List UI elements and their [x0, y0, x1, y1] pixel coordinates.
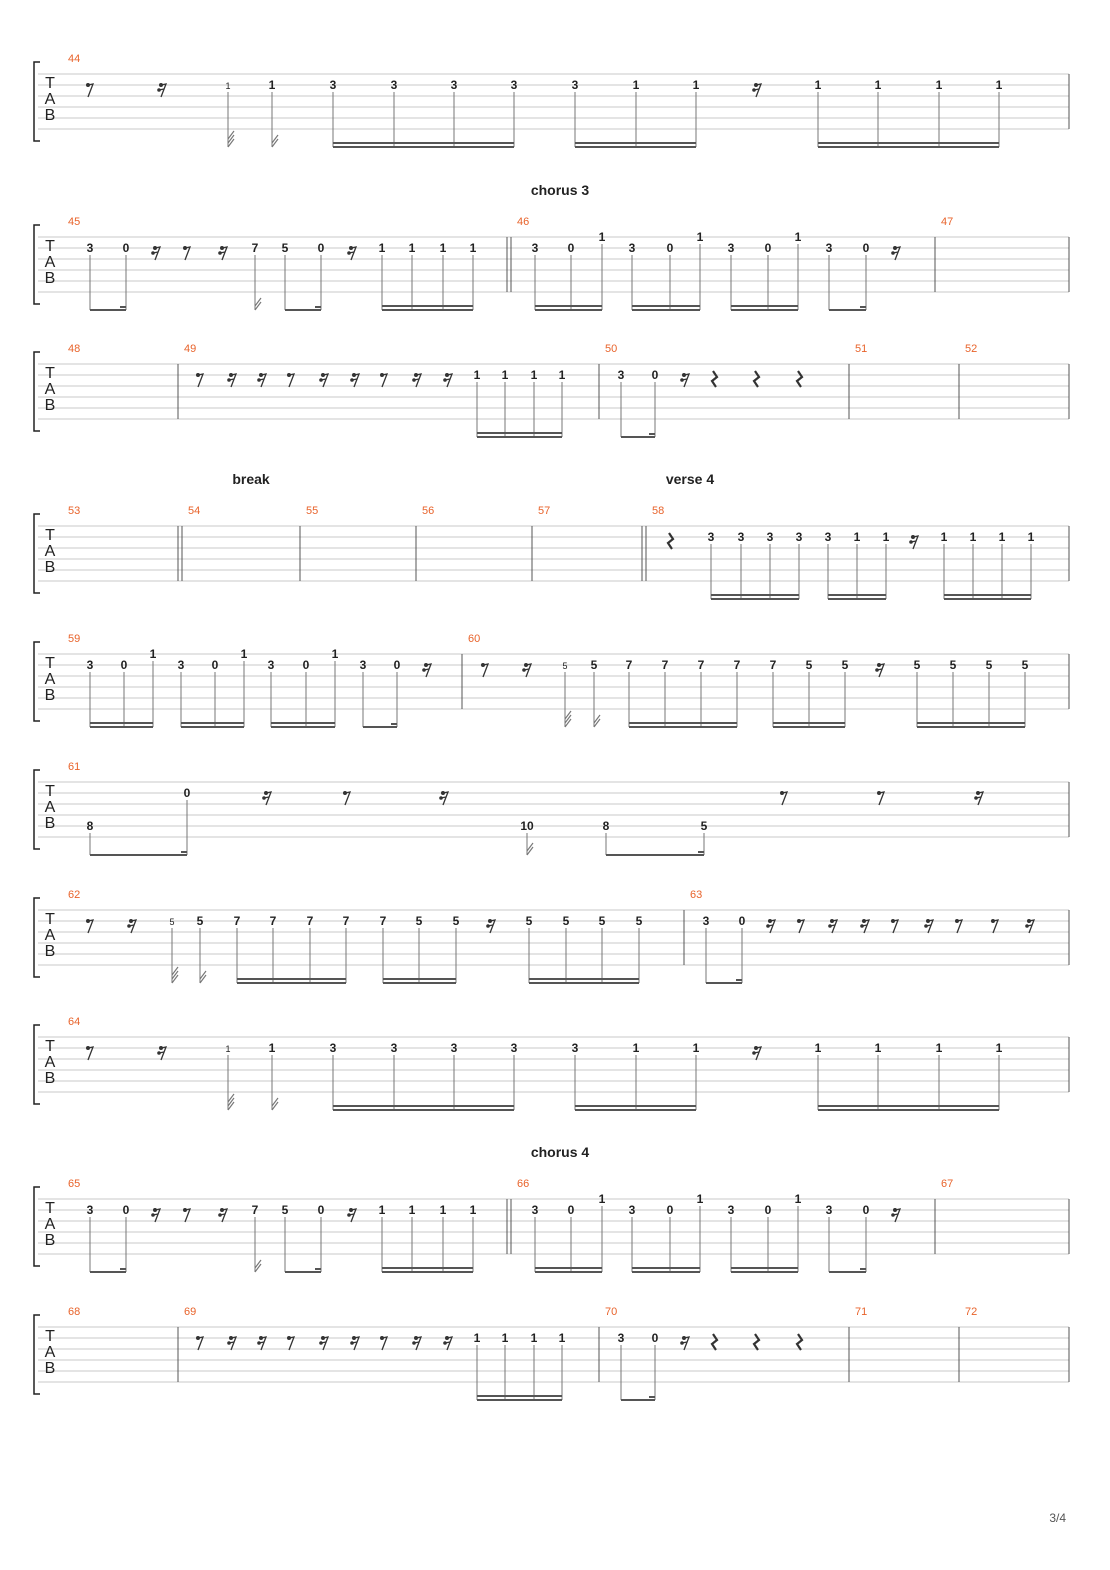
fret-number: 1	[331, 647, 339, 661]
fret-number: 1	[814, 1041, 822, 1055]
fret-number: 0	[122, 1203, 130, 1217]
note-flag	[527, 847, 533, 855]
fret-number: 3	[571, 78, 579, 92]
eighth-rest	[991, 919, 998, 933]
tab-system	[34, 761, 1069, 855]
measure-number: 61	[68, 761, 81, 773]
fret-number: 3	[359, 658, 367, 672]
tab-clef-letter: T	[45, 238, 55, 255]
fret-number: 5	[805, 658, 813, 672]
note-flag	[255, 1264, 261, 1272]
fret-number: 5	[590, 658, 598, 672]
quarter-rest	[668, 533, 673, 549]
fret-number: 0	[120, 658, 128, 672]
fret-number: 7	[251, 1203, 259, 1217]
fret-number: 7	[342, 914, 350, 928]
tab-clef-letter: T	[45, 911, 55, 928]
fret-number: 1	[1027, 530, 1035, 544]
fret-number: 5	[598, 914, 606, 928]
fret-number: 0	[302, 658, 310, 672]
fret-number: 5	[562, 914, 570, 928]
tab-system	[34, 343, 1069, 437]
measure-number: 48	[68, 343, 81, 355]
note-flag	[255, 298, 261, 306]
note-flag	[255, 302, 261, 310]
note-flag	[594, 719, 600, 727]
fret-number: 0	[651, 1331, 659, 1345]
section-label: verse 4	[665, 471, 715, 487]
fret-number: 3	[390, 78, 398, 92]
tab-system	[34, 1144, 1069, 1272]
note-flag	[172, 967, 178, 975]
tab-clef-letter: T	[45, 365, 55, 382]
fret-number: 1	[794, 230, 802, 244]
measure-number: 60	[468, 633, 481, 645]
eighth-rest	[183, 246, 190, 260]
fret-number: 1	[853, 530, 861, 544]
fret-number: 1	[469, 241, 477, 255]
fret-number: 1	[696, 230, 704, 244]
fret-number: 5	[415, 914, 423, 928]
fret-number: 3	[571, 1041, 579, 1055]
eighth-rest	[343, 791, 350, 805]
tab-clef-letter: A	[44, 927, 56, 944]
fret-number: 3	[628, 241, 636, 255]
fret-number: 1	[632, 78, 640, 92]
quarter-rest	[754, 371, 759, 387]
fret-number: 3	[450, 1041, 458, 1055]
fret-number: 7	[306, 914, 314, 928]
measure-number: 45	[68, 216, 81, 228]
fret-number: 5	[169, 917, 175, 927]
measure-number: 70	[605, 1306, 618, 1318]
eighth-rest	[86, 919, 93, 933]
eighth-rest	[287, 373, 294, 387]
fret-number: 3	[86, 658, 94, 672]
fret-number: 1	[473, 1331, 481, 1345]
fret-number: 1	[225, 81, 231, 91]
fret-number: 3	[177, 658, 185, 672]
quarter-rest	[712, 1334, 717, 1350]
tab-clef-letter: B	[44, 270, 56, 287]
fret-number: 5	[281, 1203, 289, 1217]
fret-number: 1	[882, 530, 890, 544]
tab-clef-letter: A	[44, 1054, 56, 1071]
measure-number: 65	[68, 1178, 81, 1190]
fret-number: 0	[393, 658, 401, 672]
fret-number: 7	[379, 914, 387, 928]
tab-clef-letter: A	[44, 799, 56, 816]
tab-system	[34, 53, 1069, 147]
tab-clef-letter: T	[45, 75, 55, 92]
fret-number: 5	[841, 658, 849, 672]
fret-number: 3	[531, 1203, 539, 1217]
fret-number: 1	[814, 78, 822, 92]
fret-number: 3	[510, 1041, 518, 1055]
note-flag	[228, 135, 234, 143]
note-flag	[565, 715, 571, 723]
measure-number: 54	[188, 505, 201, 517]
fret-number: 7	[269, 914, 277, 928]
eighth-rest	[955, 919, 962, 933]
tab-clef-letter: A	[44, 1344, 56, 1361]
section-label: break	[232, 471, 270, 487]
eighth-rest	[287, 1336, 294, 1350]
note-flag	[594, 715, 600, 723]
fret-number: 0	[862, 1203, 870, 1217]
eighth-rest	[86, 1046, 93, 1060]
measure-number: 52	[965, 343, 978, 355]
tab-clef-letter: A	[44, 543, 56, 560]
fret-number: 1	[501, 1331, 509, 1345]
measure-number: 49	[184, 343, 197, 355]
fret-number: 0	[764, 241, 772, 255]
eighth-rest	[380, 1336, 387, 1350]
fret-number: 1	[598, 230, 606, 244]
fret-number: 5	[196, 914, 204, 928]
fret-number: 1	[998, 530, 1006, 544]
fret-number: 0	[738, 914, 746, 928]
fret-number: 3	[825, 1203, 833, 1217]
fret-number: 1	[995, 78, 1003, 92]
fret-number: 7	[769, 658, 777, 672]
note-flag	[565, 719, 571, 727]
fret-number: 3	[531, 241, 539, 255]
fret-number: 3	[766, 530, 774, 544]
tab-system	[34, 471, 1069, 599]
fret-number: 1	[530, 1331, 538, 1345]
measure-number: 72	[965, 1306, 978, 1318]
quarter-rest	[797, 1334, 802, 1350]
note-flag	[527, 843, 533, 851]
fret-number: 3	[702, 914, 710, 928]
fret-number: 3	[707, 530, 715, 544]
fret-number: 7	[697, 658, 705, 672]
fret-number: 3	[617, 1331, 625, 1345]
fret-number: 5	[452, 914, 460, 928]
fret-number: 1	[378, 1203, 386, 1217]
tab-clef-letter: B	[44, 687, 56, 704]
fret-number: 1	[969, 530, 977, 544]
fret-number: 3	[727, 241, 735, 255]
tab-clef-letter: B	[44, 1232, 56, 1249]
fret-number: 3	[617, 368, 625, 382]
eighth-rest	[380, 373, 387, 387]
fret-number: 7	[251, 241, 259, 255]
fret-number: 1	[268, 78, 276, 92]
fret-number: 0	[122, 241, 130, 255]
fret-number: 1	[473, 368, 481, 382]
fret-number: 3	[86, 1203, 94, 1217]
fret-number: 5	[700, 819, 708, 833]
fret-number: 1	[439, 1203, 447, 1217]
eighth-rest	[877, 791, 884, 805]
note-flag	[228, 1102, 234, 1110]
tab-clef-letter: A	[44, 381, 56, 398]
section-label: chorus 3	[530, 182, 590, 198]
page-number: 3/4	[1049, 1511, 1066, 1525]
tab-system	[34, 1306, 1069, 1400]
measure-number: 51	[855, 343, 868, 355]
measure-number: 53	[68, 505, 81, 517]
fret-number: 7	[733, 658, 741, 672]
fret-number: 5	[281, 241, 289, 255]
fret-number: 10	[520, 819, 534, 833]
tab-clef-letter: B	[44, 815, 56, 832]
fret-number: 3	[628, 1203, 636, 1217]
fret-number: 1	[439, 241, 447, 255]
fret-number: 3	[390, 1041, 398, 1055]
fret-number: 1	[530, 368, 538, 382]
fret-number: 3	[825, 241, 833, 255]
tab-clef-letter: B	[44, 559, 56, 576]
fret-number: 1	[935, 78, 943, 92]
tab-clef-letter: A	[44, 91, 56, 108]
fret-number: 1	[469, 1203, 477, 1217]
tab-system	[34, 889, 1069, 983]
fret-number: 5	[562, 661, 568, 671]
fret-number: 5	[635, 914, 643, 928]
eighth-rest	[196, 373, 203, 387]
fret-number: 1	[935, 1041, 943, 1055]
fret-number: 1	[501, 368, 509, 382]
section-label: chorus 4	[530, 1144, 590, 1160]
note-flag	[228, 131, 234, 139]
note-flag	[200, 975, 206, 983]
fret-number: 0	[764, 1203, 772, 1217]
tab-system	[34, 633, 1069, 727]
measure-number: 63	[690, 889, 703, 901]
tab-clef-letter: A	[44, 254, 56, 271]
fret-number: 5	[1021, 658, 1029, 672]
tab-clef-letter: T	[45, 527, 55, 544]
fret-number: 8	[602, 819, 610, 833]
measure-number: 57	[538, 505, 551, 517]
fret-number: 0	[183, 786, 191, 800]
eighth-rest	[797, 919, 804, 933]
measure-number: 68	[68, 1306, 81, 1318]
fret-number: 0	[567, 1203, 575, 1217]
tab-clef-letter: B	[44, 1070, 56, 1087]
measure-number: 62	[68, 889, 81, 901]
quarter-rest	[754, 1334, 759, 1350]
measure-number: 64	[68, 1016, 81, 1028]
fret-number: 1	[696, 1192, 704, 1206]
measure-number: 66	[517, 1178, 530, 1190]
tab-clef-letter: T	[45, 655, 55, 672]
fret-number: 1	[874, 78, 882, 92]
measure-number: 56	[422, 505, 435, 517]
fret-number: 3	[510, 78, 518, 92]
tab-clef-letter: T	[45, 1328, 55, 1345]
fret-number: 1	[692, 78, 700, 92]
eighth-rest	[183, 1208, 190, 1222]
fret-number: 5	[949, 658, 957, 672]
quarter-rest	[797, 371, 802, 387]
fret-number: 5	[985, 658, 993, 672]
note-flag	[255, 1260, 261, 1268]
note-flag	[565, 711, 571, 719]
fret-number: 0	[862, 241, 870, 255]
note-flag	[228, 1094, 234, 1102]
eighth-rest	[481, 663, 488, 677]
tab-clef-letter: T	[45, 1038, 55, 1055]
fret-number: 1	[940, 530, 948, 544]
fret-number: 3	[737, 530, 745, 544]
tab-clef-letter: T	[45, 1200, 55, 1217]
fret-number: 7	[625, 658, 633, 672]
measure-number: 44	[68, 53, 81, 65]
fret-number: 8	[86, 819, 94, 833]
fret-number: 1	[558, 1331, 566, 1345]
note-flag	[272, 139, 278, 147]
fret-number: 3	[329, 78, 337, 92]
fret-number: 7	[233, 914, 241, 928]
fret-number: 3	[86, 241, 94, 255]
quarter-rest	[712, 371, 717, 387]
note-flag	[228, 139, 234, 147]
fret-number: 1	[149, 647, 157, 661]
tab-system	[34, 1016, 1069, 1110]
note-flag	[272, 135, 278, 143]
fret-number: 0	[666, 1203, 674, 1217]
fret-number: 0	[317, 1203, 325, 1217]
fret-number: 0	[651, 368, 659, 382]
measure-number: 67	[941, 1178, 954, 1190]
fret-number: 0	[567, 241, 575, 255]
tab-clef-letter: A	[44, 1216, 56, 1233]
fret-number: 1	[408, 241, 416, 255]
fret-number: 1	[632, 1041, 640, 1055]
fret-number: 1	[794, 1192, 802, 1206]
eighth-rest	[780, 791, 787, 805]
tab-system	[34, 182, 1069, 310]
measure-number: 71	[855, 1306, 868, 1318]
measure-number: 69	[184, 1306, 197, 1318]
tab-clef-letter: T	[45, 783, 55, 800]
tab-clef-letter: B	[44, 107, 56, 124]
tab-clef-letter: B	[44, 1360, 56, 1377]
eighth-rest	[86, 83, 93, 97]
measure-number: 59	[68, 633, 81, 645]
fret-number: 1	[995, 1041, 1003, 1055]
eighth-rest	[891, 919, 898, 933]
measure-number: 50	[605, 343, 618, 355]
note-flag	[272, 1098, 278, 1106]
fret-number: 0	[317, 241, 325, 255]
note-flag	[172, 971, 178, 979]
fret-number: 3	[795, 530, 803, 544]
tab-clef-letter: A	[44, 671, 56, 688]
fret-number: 0	[666, 241, 674, 255]
fret-number: 1	[874, 1041, 882, 1055]
fret-number: 1	[225, 1044, 231, 1054]
fret-number: 1	[598, 1192, 606, 1206]
fret-number: 3	[824, 530, 832, 544]
fret-number: 7	[661, 658, 669, 672]
fret-number: 1	[408, 1203, 416, 1217]
note-flag	[172, 975, 178, 983]
fret-number: 1	[692, 1041, 700, 1055]
fret-number: 5	[913, 658, 921, 672]
measure-number: 55	[306, 505, 319, 517]
measure-number: 46	[517, 216, 530, 228]
measure-number: 58	[652, 505, 665, 517]
fret-number: 1	[268, 1041, 276, 1055]
note-flag	[228, 1098, 234, 1106]
measure-number: 47	[941, 216, 954, 228]
fret-number: 1	[240, 647, 248, 661]
fret-number: 5	[525, 914, 533, 928]
fret-number: 3	[727, 1203, 735, 1217]
fret-number: 0	[211, 658, 219, 672]
tab-clef-letter: B	[44, 943, 56, 960]
tab-clef-letter: B	[44, 397, 56, 414]
fret-number: 3	[329, 1041, 337, 1055]
fret-number: 3	[267, 658, 275, 672]
note-flag	[272, 1102, 278, 1110]
fret-number: 1	[378, 241, 386, 255]
note-flag	[200, 971, 206, 979]
eighth-rest	[196, 1336, 203, 1350]
fret-number: 1	[558, 368, 566, 382]
fret-number: 3	[450, 78, 458, 92]
